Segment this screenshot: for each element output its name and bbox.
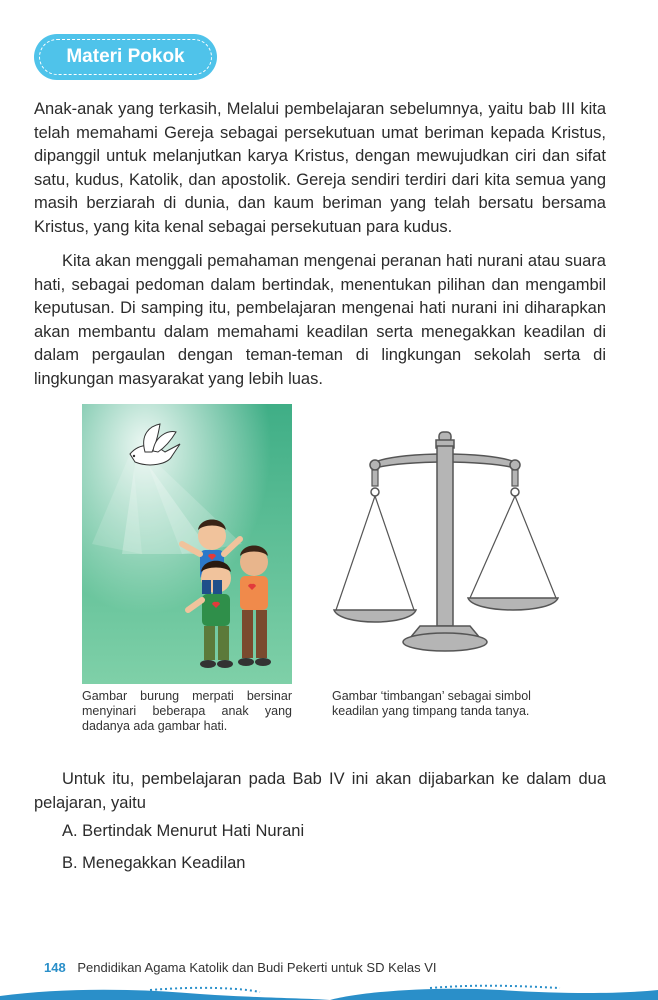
decorative-wave [0,982,658,1000]
justice-scale-illustration [330,420,560,660]
list-item: A. Bertindak Menurut Hati Nurani [62,822,305,840]
section-badge-label: Materi Pokok [39,39,212,75]
list-item: B. Menegakkan Keadilan [62,854,246,872]
intro-paragraph: Anak-anak yang terkasih, Melalui pembelajaran sebelumnya, yaitu bab III kita telah memahami Gereja sebagai persekutuan umat beriman kepada Kristus, dipanggil untuk melanjutkan karya Kristus, dengan mewujudkan ciri dan sifat satu, kudus, Katolik, dan apostolik. Gereja sendiri terdiri dari kita semua yang masih berziarah di dunia, dan kaum beriman yang telah bersatu bersama Kristus, yang kita kenal sebagai persekutuan para kudus. [34,100,606,236]
right-figure-caption: Gambar ‘timbangan’ sebagai simbol keadilan yang timpang tanda tanya. [332,689,531,718]
dove-children-illustration [82,404,292,684]
body-paragraph: Kita akan menggali pemahaman mengenai peranan hati nurani atau suara hati, sebagai pedoman dalam bertindak, menentukan pilihan dan mengambil keputusan. Di samping itu, pembelajaran mengenai hati nurani ini diharapkan akan membantu dalam memahami keadilan serta menegakkan keadilan di dalam pergaulan dengan teman-teman di lingkungan sekolah serta di lingkungan masyarakat yang lebih luas. [34,252,606,388]
page-number: 148 [44,960,66,975]
section-badge [34,34,217,80]
left-figure-caption: Gambar burung merpati bersinar menyinari beberapa anak yang dadanya ada gambar hati. [82,689,292,733]
book-title: Pendidikan Agama Katolik dan Budi Pekerti untuk SD Kelas VI [77,960,437,975]
page-footer [44,960,437,975]
closing-paragraph: Untuk itu, pembelajaran pada Bab IV ini akan dijabarkan ke dalam dua pelajaran, yaitu [34,770,606,812]
